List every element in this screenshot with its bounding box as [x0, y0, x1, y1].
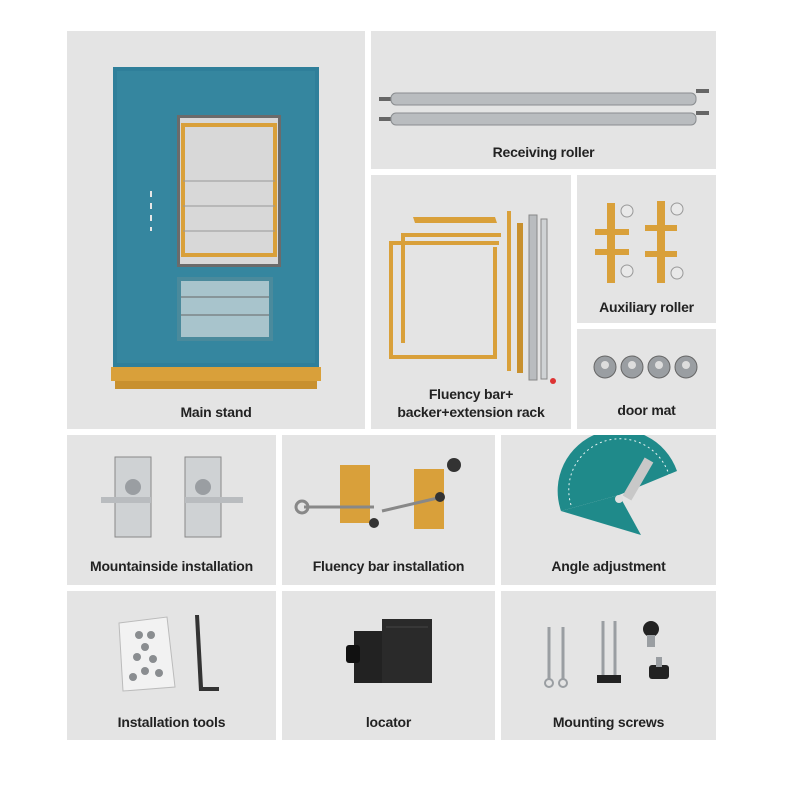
- angle-adjustment-panel: [501, 435, 716, 585]
- fluency-bar-rack-panel: [371, 175, 571, 429]
- mounting-screws-label: Mounting screws: [552, 714, 665, 730]
- mounting-screws-panel: [501, 591, 716, 740]
- fluency-bar-installation-panel: [282, 435, 495, 585]
- auxiliary-roller-panel: [577, 175, 716, 323]
- installation-tools-label: Installation tools: [117, 714, 226, 730]
- locator-panel: [282, 591, 495, 740]
- fluency-bar-rack-label: [371, 385, 571, 421]
- fluency-bar-installation-label: Fluency bar installation: [312, 558, 465, 574]
- door-mat-label: door mat: [617, 402, 676, 418]
- installation-tools-panel: [67, 591, 276, 740]
- angle-adjustment-label: Angle adjustment: [551, 558, 666, 574]
- receiving-roller-panel: [371, 31, 716, 169]
- fluency-bar-rack-label-line1: Fluency bar+: [428, 386, 514, 402]
- door-mat-panel: [577, 329, 716, 429]
- locator-label: locator: [365, 714, 412, 730]
- receiving-roller-label: Receiving roller: [492, 144, 595, 160]
- main-stand-panel: [67, 31, 365, 429]
- mountainside-installation-panel: [67, 435, 276, 585]
- mountainside-installation-label: Mountainside installation: [89, 558, 253, 574]
- fluency-bar-rack-label-line2: backer+extension rack: [397, 404, 545, 420]
- auxiliary-roller-label: Auxiliary roller: [599, 299, 694, 315]
- main-stand-frame-icon: [67, 31, 365, 429]
- main-stand-label: Main stand: [180, 404, 252, 420]
